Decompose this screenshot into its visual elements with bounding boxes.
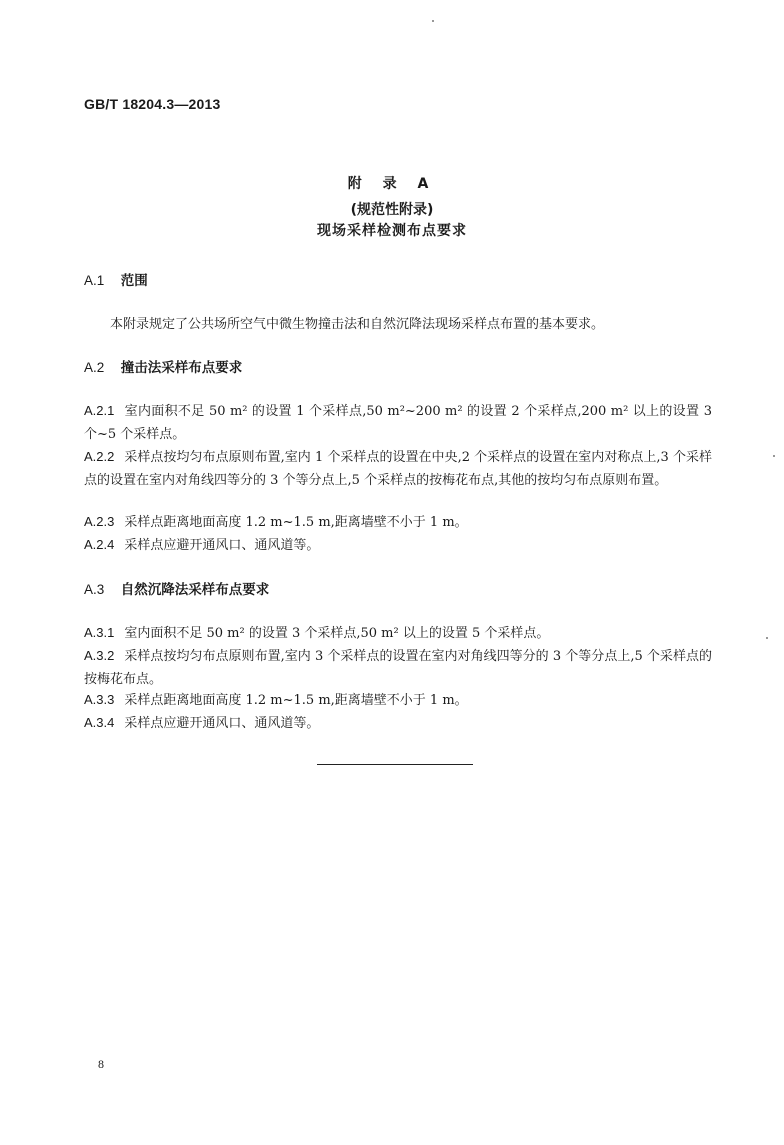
annex-type: (规范性附录) xyxy=(350,202,434,218)
annex-title: 附 录 A xyxy=(347,176,437,192)
clause-text: 采样点应避开通风口、通风道等。 xyxy=(124,538,320,553)
section-title-text: 撞击法采样布点要求 xyxy=(120,360,243,376)
clause-a-2-4 xyxy=(84,533,712,557)
clause-text: 室内面积不足 50 m² 的设置 3 个采样点,50 m² 以上的设置 5 个采样点。 xyxy=(124,626,550,641)
clause-a-3-2 xyxy=(84,644,712,691)
section-title-a2 xyxy=(84,356,242,376)
clause-a-3-3 xyxy=(84,688,712,712)
paragraph-text: 本附录规定了公共场所空气中微生物撞击法和自然沉降法现场采样点布置的基本要求。 xyxy=(110,317,605,332)
clause-text: 采样点距离地面高度 1.2 m~1.5 m,距离墙壁不小于 1 m。 xyxy=(124,515,468,530)
page-number: 8 xyxy=(98,1057,104,1071)
clause-number: A.3.3 xyxy=(84,692,115,707)
scan-speck xyxy=(432,20,434,22)
clause-text: 采样点应避开通风口、通风道等。 xyxy=(124,716,320,731)
clause-a-3-1 xyxy=(84,621,712,645)
clause-number: A.2.3 xyxy=(84,514,115,529)
clause-a-2-1 xyxy=(84,399,712,446)
section-title-text: 自然沉降法采样布点要求 xyxy=(120,582,270,598)
section-number: A.3 xyxy=(84,582,105,597)
clause-a-3-4 xyxy=(84,711,712,735)
section-title-a1 xyxy=(84,269,148,289)
clause-number: A.3.4 xyxy=(84,715,115,730)
clause-number: A.2.4 xyxy=(84,537,115,552)
section-number: A.2 xyxy=(84,360,105,375)
clause-number: A.2.2 xyxy=(84,449,115,464)
section-title-a3 xyxy=(84,578,269,598)
clause-text: 采样点按均匀布点原则布置,室内 1 个采样点的设置在中央,2 个采样点的设置在室内对称点上,3 个采样点的设置在室内对角线四等分的 3 个等分点上,5 个采样点的按梅花布点,其他的按均匀布点原则布置。 xyxy=(84,450,712,488)
section-number: A.1 xyxy=(84,273,105,288)
clause-a-2-2 xyxy=(84,445,712,492)
paragraph xyxy=(84,313,712,336)
clause-a-2-3 xyxy=(84,510,712,534)
end-rule xyxy=(317,764,473,765)
section-title-text: 范围 xyxy=(120,273,148,289)
scan-speck xyxy=(773,455,775,457)
annex-name: 现场采样检测布点要求 xyxy=(317,223,467,239)
clause-number: A.3.2 xyxy=(84,648,115,663)
clause-text: 采样点距离地面高度 1.2 m~1.5 m,距离墙壁不小于 1 m。 xyxy=(124,693,468,708)
clause-text: 采样点按均匀布点原则布置,室内 3 个采样点的设置在室内对角线四等分的 3 个等分点上,5 个采样点的按梅花布点。 xyxy=(84,649,712,687)
clause-number: A.2.1 xyxy=(84,403,115,418)
standard-code: GB/T 18204.3—2013 xyxy=(84,96,221,112)
clause-text: 室内面积不足 50 m² 的设置 1 个采样点,50 m²~200 m² 的设置 2 个采样点,200 m² 以上的设置 3 个~5 个采样点。 xyxy=(84,404,712,442)
scan-speck xyxy=(766,637,768,639)
clause-number: A.3.1 xyxy=(84,625,115,640)
